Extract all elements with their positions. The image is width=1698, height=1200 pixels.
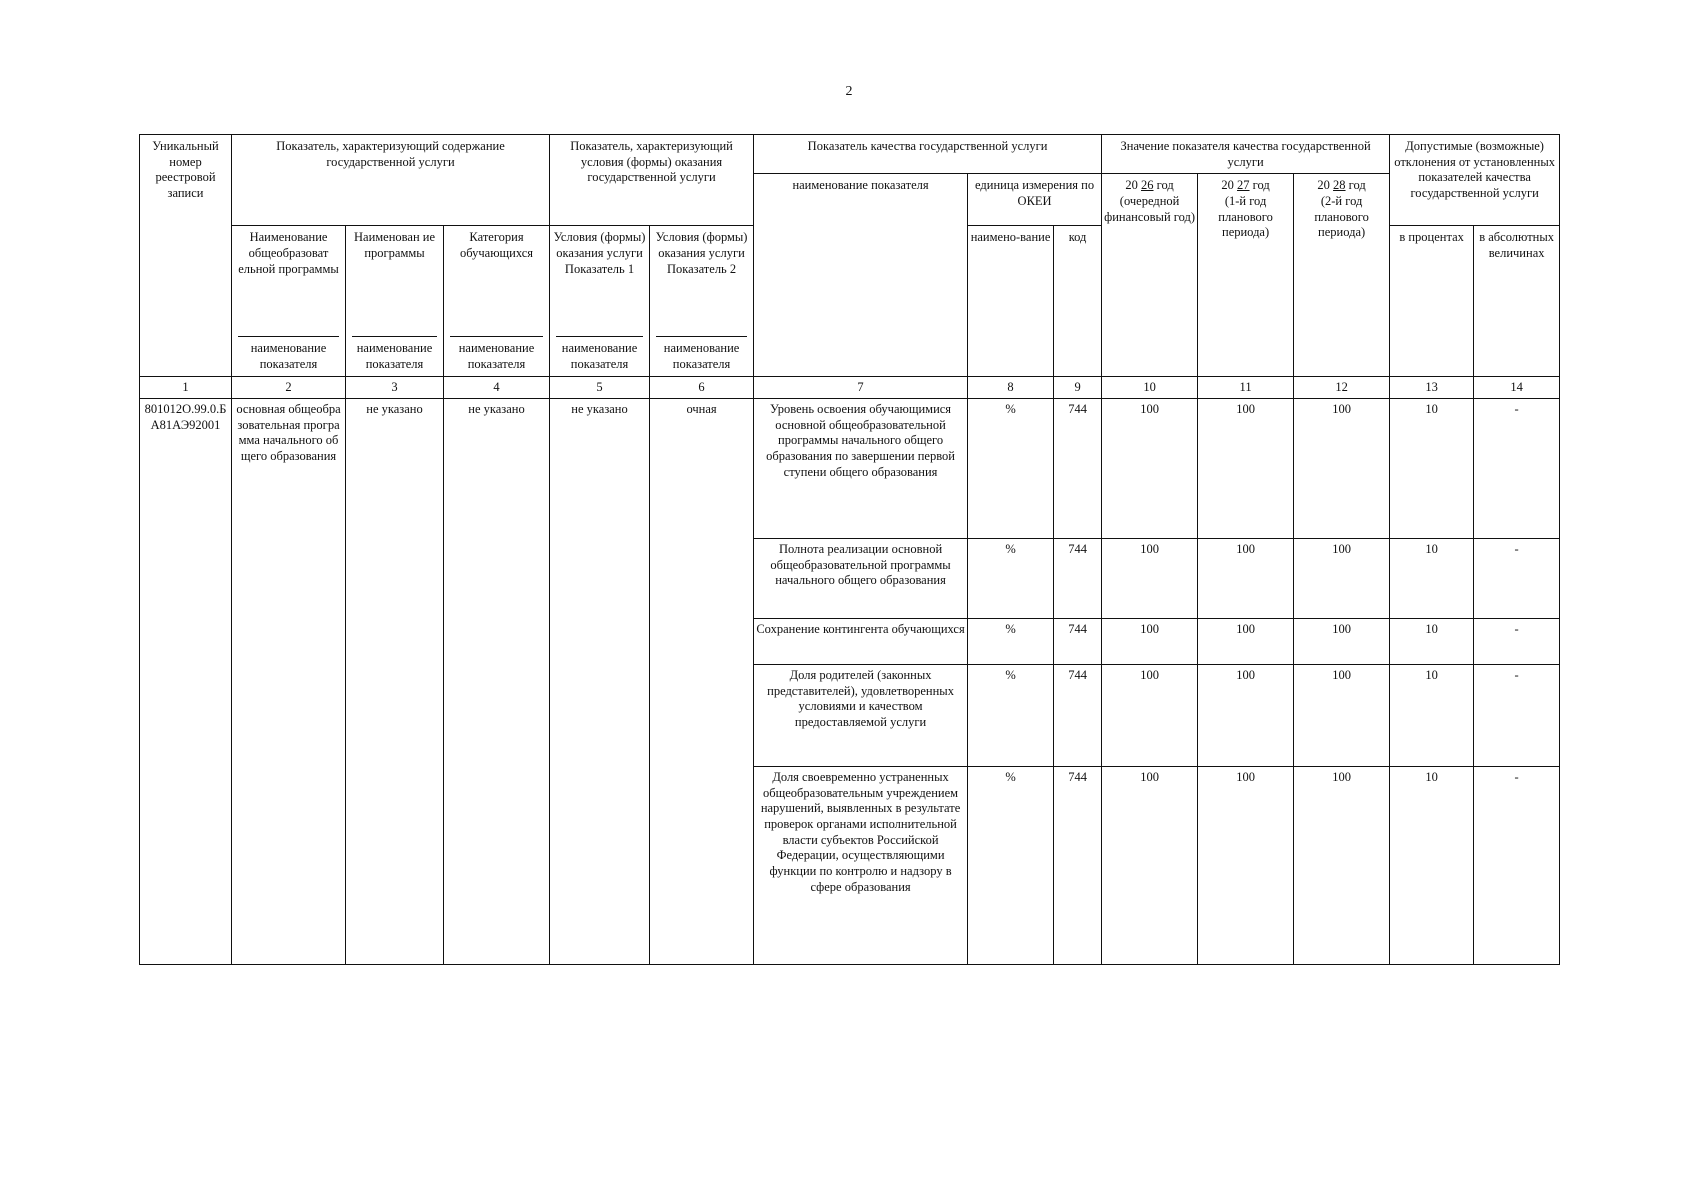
indicator-code: 744 — [1054, 767, 1102, 965]
column-number: 3 — [346, 376, 444, 399]
program-name-label: Наименование общеобразоват ельной программы — [238, 230, 339, 276]
header-deviation: Допустимые (возможные) отклонения от установленных показателей качества государственной услуги — [1390, 135, 1560, 226]
year-2-value: 27 — [1237, 178, 1250, 193]
sub-indicator-name: наименование показателя — [238, 336, 339, 372]
indicator-year-3: 100 — [1294, 539, 1390, 619]
header-in-percent: в процентах — [1390, 226, 1474, 376]
indicator-absolute: - — [1474, 665, 1560, 767]
indicator-year-3: 100 — [1294, 399, 1390, 539]
indicator-year-2: 100 — [1198, 619, 1294, 665]
header-year-1 — [1102, 174, 1198, 376]
year-3-desc: (2-й год планового периода) — [1314, 193, 1369, 240]
header-unit-code: код — [1054, 226, 1102, 376]
column-number: 12 — [1294, 376, 1390, 399]
record-category: не указано — [444, 399, 550, 965]
indicator-year-1: 100 — [1102, 539, 1198, 619]
indicator-absolute: - — [1474, 619, 1560, 665]
year-3-prefix: 20 — [1317, 178, 1330, 193]
indicator-unit: % — [968, 399, 1054, 539]
category-label: Категория обучающихся — [459, 230, 534, 260]
indicator-percent: 10 — [1390, 619, 1474, 665]
indicator-percent: 10 — [1390, 399, 1474, 539]
column-number: 2 — [232, 376, 346, 399]
column-number: 1 — [140, 376, 232, 399]
header-program-name — [232, 226, 346, 376]
year-1-value: 26 — [1141, 178, 1154, 193]
sub-indicator-name: наименование показателя — [450, 336, 543, 372]
indicator-year-3: 100 — [1294, 665, 1390, 767]
indicator-year-1: 100 — [1102, 619, 1198, 665]
column-number: 6 — [650, 376, 754, 399]
column-number: 13 — [1390, 376, 1474, 399]
header-condition-2 — [650, 226, 754, 376]
header-unit-name: наимено-вание — [968, 226, 1054, 376]
header-condition-indicator: Показатель, характеризующий условия (формы) оказания государственной услуги — [550, 135, 754, 226]
header-indicator-name: наименование показателя — [754, 174, 968, 376]
sub-indicator-name: наименование показателя — [556, 336, 643, 372]
header-program — [346, 226, 444, 376]
column-number: 5 — [550, 376, 650, 399]
page-number: 2 — [845, 84, 853, 99]
year-1-desc: (очередной финансовый год) — [1104, 193, 1195, 224]
year-3-suffix: год — [1348, 178, 1366, 193]
column-number: 10 — [1102, 376, 1198, 399]
header-quality-indicator: Показатель качества государственной услуги — [754, 135, 1102, 174]
header-quality-value: Значение показателя качества государственной услуги — [1102, 135, 1390, 174]
indicator-year-2: 100 — [1198, 539, 1294, 619]
indicator-name: Полнота реализации основной общеобразовательной программы начального общего образования — [754, 539, 968, 619]
column-number: 7 — [754, 376, 968, 399]
record-program: не указано — [346, 399, 444, 965]
year-1-prefix: 20 — [1125, 178, 1138, 193]
indicator-year-3: 100 — [1294, 619, 1390, 665]
year-3-value: 28 — [1333, 178, 1346, 193]
indicator-code: 744 — [1054, 619, 1102, 665]
sub-indicator-name: наименование показателя — [656, 336, 747, 372]
indicator-code: 744 — [1054, 399, 1102, 539]
year-2-desc: (1-й год планового периода) — [1218, 193, 1273, 240]
indicator-name: Доля своевременно устраненных общеобразовательным учреждением нарушений, выявленных в результате проверок органами исполнительной власти субъектов Российской Федерации, осуществляющими функции по контролю и надзору в сфере образования — [754, 767, 968, 965]
year-2-prefix: 20 — [1221, 178, 1234, 193]
indicator-name: Уровень освоения обучающимися основной общеобразовательной программы начального общего образования по завершении первой ступени общего образования — [754, 399, 968, 539]
header-year-2 — [1198, 174, 1294, 376]
indicator-code: 744 — [1054, 539, 1102, 619]
sub-indicator-name: наименование показателя — [352, 336, 437, 372]
header-year-3 — [1294, 174, 1390, 376]
indicator-year-2: 100 — [1198, 767, 1294, 965]
record-unique-number: 801012О.99.0.БА81АЭ92001 — [140, 399, 232, 965]
indicator-absolute: - — [1474, 399, 1560, 539]
header-unit-okei: единица измерения по ОКЕИ — [968, 174, 1102, 226]
indicator-unit: % — [968, 665, 1054, 767]
record-condition-1: не указано — [550, 399, 650, 965]
indicator-year-1: 100 — [1102, 399, 1198, 539]
header-content-indicator: Показатель, характеризующий содержание государственной услуги — [232, 135, 550, 226]
column-number: 8 — [968, 376, 1054, 399]
column-number: 14 — [1474, 376, 1560, 399]
indicator-year-2: 100 — [1198, 399, 1294, 539]
year-2-suffix: год — [1252, 178, 1270, 193]
record-condition-2: очная — [650, 399, 754, 965]
header-category — [444, 226, 550, 376]
quality-indicators-table — [139, 134, 1560, 965]
program-label: Наименован ие программы — [354, 230, 435, 260]
indicator-absolute: - — [1474, 767, 1560, 965]
indicator-unit: % — [968, 619, 1054, 665]
header-unique-number: Уникальный номер реестровой записи — [140, 135, 232, 377]
indicator-code: 744 — [1054, 665, 1102, 767]
indicator-percent: 10 — [1390, 767, 1474, 965]
indicator-percent: 10 — [1390, 665, 1474, 767]
record-program-name: основная общеобразовательная программа начального общего образования — [232, 399, 346, 965]
indicator-name: Сохранение контингента обучающихся — [754, 619, 968, 665]
indicator-year-1: 100 — [1102, 767, 1198, 965]
table-row — [140, 399, 1560, 539]
column-number: 4 — [444, 376, 550, 399]
header-in-absolute: в абсолютных величинах — [1474, 226, 1560, 376]
header-condition-1 — [550, 226, 650, 376]
indicator-name: Доля родителей (законных представителей), удовлетворенных условиями и качеством предоставляемой услуги — [754, 665, 968, 767]
year-1-suffix: год — [1156, 178, 1174, 193]
indicator-unit: % — [968, 539, 1054, 619]
indicator-year-3: 100 — [1294, 767, 1390, 965]
condition-1-label: Условия (формы) оказания услуги Показатель 1 — [553, 230, 646, 276]
indicator-year-2: 100 — [1198, 665, 1294, 767]
column-number: 11 — [1198, 376, 1294, 399]
column-number: 9 — [1054, 376, 1102, 399]
indicator-absolute: - — [1474, 539, 1560, 619]
condition-2-label: Условия (формы) оказания услуги Показатель 2 — [655, 230, 748, 276]
indicator-percent: 10 — [1390, 539, 1474, 619]
indicator-unit: % — [968, 767, 1054, 965]
indicator-year-1: 100 — [1102, 665, 1198, 767]
column-numbers-row — [140, 376, 1560, 399]
